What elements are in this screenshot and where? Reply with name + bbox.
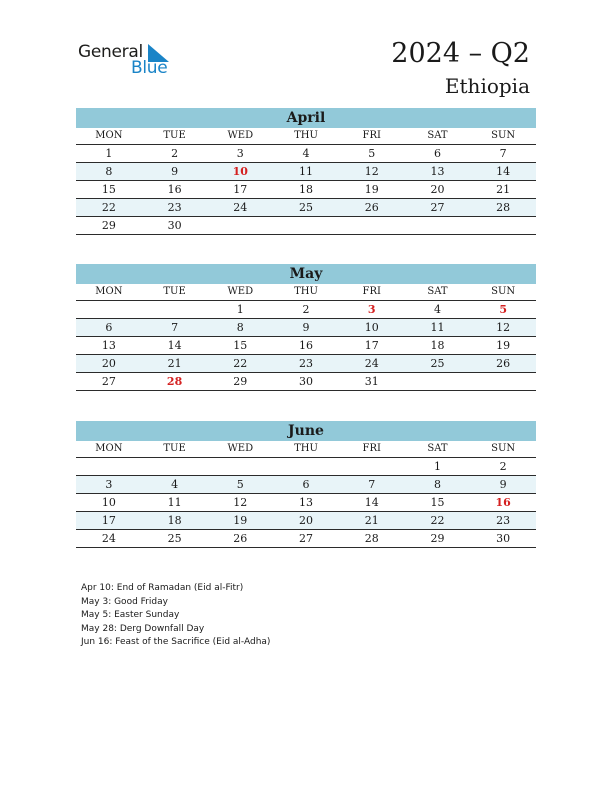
day-cell: 22 xyxy=(430,514,445,527)
day-cell: 26 xyxy=(233,532,248,545)
day-cell: 2 xyxy=(171,147,179,160)
day-cell: 3 xyxy=(367,303,376,316)
day-cell: 7 xyxy=(499,147,507,160)
generalblue-logo xyxy=(78,42,178,82)
day-cell: 23 xyxy=(167,201,182,214)
week-row xyxy=(76,319,536,337)
weekday-label: THU xyxy=(294,130,318,141)
week-row xyxy=(76,530,536,548)
day-cell: 2 xyxy=(302,303,310,316)
day-cell: 18 xyxy=(299,183,314,196)
weekday-label: MON xyxy=(95,286,123,297)
day-cell: 28 xyxy=(364,532,379,545)
day-cell: 8 xyxy=(105,165,113,178)
day-cell xyxy=(76,301,142,318)
day-cell: 1 xyxy=(105,147,113,160)
weekday-label: TUE xyxy=(163,286,186,297)
week-row xyxy=(76,476,536,494)
day-cell: 30 xyxy=(167,219,182,232)
day-cell: 9 xyxy=(171,165,179,178)
week-row xyxy=(76,494,536,512)
day-cell: 13 xyxy=(430,165,445,178)
week-row xyxy=(76,199,536,217)
weekday-label: WED xyxy=(227,443,254,454)
logo-word-blue: Blue xyxy=(131,58,168,78)
day-cell: 27 xyxy=(430,201,445,214)
day-cell: 19 xyxy=(496,339,511,352)
day-cell: 28 xyxy=(496,201,511,214)
day-cell xyxy=(76,458,142,475)
day-cell: 15 xyxy=(233,339,248,352)
day-cell: 30 xyxy=(299,375,314,388)
week-row xyxy=(76,512,536,530)
weekday-label: SUN xyxy=(491,443,516,454)
day-cell: 10 xyxy=(232,165,248,178)
weekday-label: MON xyxy=(95,443,123,454)
weekday-label: SUN xyxy=(491,130,516,141)
day-cell: 2 xyxy=(499,460,507,473)
day-cell: 19 xyxy=(233,514,248,527)
week-row xyxy=(76,163,536,181)
logo-word-general: General xyxy=(78,42,143,62)
weekday-label: SUN xyxy=(491,286,516,297)
day-cell: 20 xyxy=(299,514,314,527)
day-cell: 7 xyxy=(368,478,376,491)
day-cell: 28 xyxy=(166,375,183,388)
weekday-row xyxy=(76,284,536,301)
day-cell xyxy=(207,217,273,234)
day-cell: 14 xyxy=(496,165,511,178)
day-cell: 21 xyxy=(364,514,379,527)
day-cell: 18 xyxy=(167,514,182,527)
day-cell: 5 xyxy=(368,147,376,160)
day-cell: 24 xyxy=(364,357,379,370)
weekday-label: SAT xyxy=(427,286,448,297)
day-cell xyxy=(273,458,339,475)
day-cell: 31 xyxy=(364,375,379,388)
day-cell: 15 xyxy=(430,496,445,509)
day-cell: 5 xyxy=(499,303,507,316)
day-cell: 14 xyxy=(167,339,182,352)
day-cell: 26 xyxy=(496,357,511,370)
day-cell: 20 xyxy=(101,357,116,370)
day-cell: 25 xyxy=(299,201,314,214)
weekday-label: TUE xyxy=(163,130,186,141)
month-may xyxy=(76,264,536,391)
day-cell: 16 xyxy=(299,339,314,352)
holiday-note: May 5: Easter Sunday xyxy=(81,610,180,620)
day-cell xyxy=(273,217,339,234)
week-row xyxy=(76,458,536,476)
day-cell: 20 xyxy=(430,183,445,196)
day-cell: 24 xyxy=(101,532,116,545)
day-cell: 7 xyxy=(171,321,179,334)
holiday-notes xyxy=(81,582,270,650)
holiday-note: May 3: Good Friday xyxy=(81,596,168,607)
day-cell xyxy=(470,373,536,390)
day-cell: 12 xyxy=(233,496,248,509)
holiday-note: Jun 16: Feast of the Sacrifice (Eid al-Adha) xyxy=(81,637,271,647)
weekday-label: SAT xyxy=(427,130,448,141)
weekday-row xyxy=(76,441,536,458)
weekday-label: WED xyxy=(227,130,254,141)
day-cell: 15 xyxy=(101,183,116,196)
day-cell: 29 xyxy=(233,375,248,388)
day-cell xyxy=(339,458,405,475)
day-cell: 13 xyxy=(299,496,314,509)
day-cell: 1 xyxy=(433,460,441,473)
weekday-label: THU xyxy=(294,443,318,454)
day-cell: 8 xyxy=(236,321,244,334)
day-cell: 6 xyxy=(433,147,441,160)
day-cell: 4 xyxy=(302,147,310,160)
weekday-label: MON xyxy=(95,130,123,141)
day-cell: 30 xyxy=(496,532,511,545)
day-cell xyxy=(470,217,536,234)
day-cell: 12 xyxy=(364,165,379,178)
day-cell xyxy=(142,301,208,318)
day-cell: 23 xyxy=(496,514,511,527)
quarter-title: 2024 – Q2 xyxy=(391,38,530,69)
day-cell xyxy=(405,217,471,234)
day-cell: 4 xyxy=(171,478,179,491)
day-cell: 21 xyxy=(496,183,511,196)
month-april xyxy=(76,108,536,235)
week-row xyxy=(76,337,536,355)
day-cell: 27 xyxy=(299,532,314,545)
day-cell: 6 xyxy=(105,321,113,334)
day-cell: 8 xyxy=(433,478,441,491)
month-header: May xyxy=(76,264,536,284)
day-cell: 26 xyxy=(364,201,379,214)
day-cell: 13 xyxy=(101,339,116,352)
day-cell: 11 xyxy=(299,165,314,178)
day-cell: 25 xyxy=(430,357,445,370)
day-cell: 22 xyxy=(101,201,116,214)
day-cell: 11 xyxy=(167,496,182,509)
day-cell: 16 xyxy=(495,496,511,509)
week-rows xyxy=(76,145,536,235)
day-cell xyxy=(339,217,405,234)
day-cell: 27 xyxy=(101,375,116,388)
day-cell: 3 xyxy=(105,478,113,491)
week-rows xyxy=(76,458,536,548)
day-cell: 9 xyxy=(302,321,310,334)
weekday-label: FRI xyxy=(362,130,381,141)
day-cell: 10 xyxy=(101,496,116,509)
month-june xyxy=(76,421,536,548)
day-cell xyxy=(405,373,471,390)
day-cell: 25 xyxy=(167,532,182,545)
day-cell: 11 xyxy=(430,321,445,334)
week-row xyxy=(76,145,536,163)
weekday-label: TUE xyxy=(163,443,186,454)
country-name: Ethiopia xyxy=(444,74,530,98)
day-cell: 9 xyxy=(499,478,507,491)
day-cell: 17 xyxy=(364,339,379,352)
day-cell: 10 xyxy=(364,321,379,334)
day-cell: 29 xyxy=(430,532,445,545)
day-cell: 4 xyxy=(433,303,441,316)
month-header: April xyxy=(76,108,536,128)
weekday-label: SAT xyxy=(427,443,448,454)
week-row xyxy=(76,301,536,319)
holiday-note: May 28: Derg Downfall Day xyxy=(81,623,205,634)
day-cell: 23 xyxy=(299,357,314,370)
holiday-note: Apr 10: End of Ramadan (Eid al-Fitr) xyxy=(81,583,244,593)
day-cell xyxy=(142,458,208,475)
day-cell: 12 xyxy=(496,321,511,334)
day-cell: 18 xyxy=(430,339,445,352)
weekday-label: FRI xyxy=(362,286,381,297)
week-row xyxy=(76,373,536,391)
day-cell: 24 xyxy=(233,201,248,214)
week-row xyxy=(76,355,536,373)
day-cell: 29 xyxy=(101,219,116,232)
day-cell: 6 xyxy=(302,478,310,491)
day-cell: 19 xyxy=(364,183,379,196)
day-cell: 22 xyxy=(233,357,248,370)
day-cell: 21 xyxy=(167,357,182,370)
day-cell: 3 xyxy=(236,147,244,160)
day-cell: 14 xyxy=(364,496,379,509)
month-header: June xyxy=(76,421,536,441)
day-cell: 5 xyxy=(236,478,244,491)
weekday-label: WED xyxy=(227,286,254,297)
week-rows xyxy=(76,301,536,391)
weekday-label: FRI xyxy=(362,443,381,454)
day-cell: 1 xyxy=(236,303,244,316)
day-cell: 17 xyxy=(101,514,116,527)
weekday-label: THU xyxy=(294,286,318,297)
week-row xyxy=(76,217,536,235)
day-cell: 17 xyxy=(233,183,248,196)
weekday-row xyxy=(76,128,536,145)
day-cell xyxy=(207,458,273,475)
day-cell: 16 xyxy=(167,183,182,196)
week-row xyxy=(76,181,536,199)
